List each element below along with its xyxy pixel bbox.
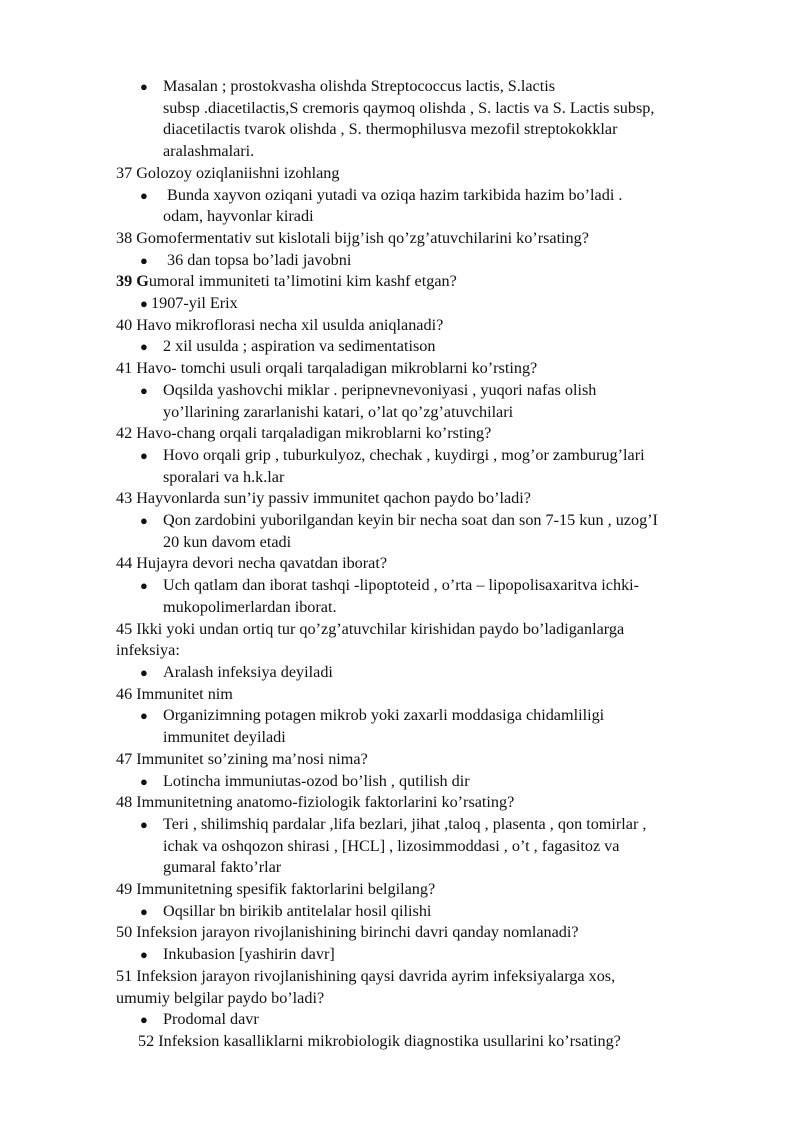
answer-item — [116, 901, 746, 923]
bullet-icon: ● — [140, 947, 148, 963]
bullet-icon: ● — [140, 708, 148, 724]
answer-line: aralashmalari. — [163, 142, 255, 161]
answer-item — [116, 336, 746, 358]
answer-item — [116, 293, 746, 315]
answer-line: Teri , shilimshiq pardalar ,lifa bezlari, jihat ,taloq , plasenta , qon tomirlar , — [163, 814, 647, 833]
question-51 — [116, 966, 746, 1009]
question-line: infeksiya: — [116, 641, 180, 660]
answer-line: immunitet deyiladi — [163, 728, 286, 747]
bullet-icon: ● — [140, 79, 148, 94]
answer-line: Hovo orqali grip , tuburkulyoz, chechak , kuydirgi , mog’or zamburug’lari — [163, 445, 645, 464]
answer-line: subsp .diacetilactis,S cremoris qaymoq olishda , S. lactis va S. Lactis subsp, — [163, 98, 655, 117]
question-37: 37 Golozoy oziqlaniishni izohlang — [116, 163, 340, 182]
question-line: umumiy belgilar paydo bo’ladi? — [116, 988, 325, 1007]
answer-line: 2 xil usulda ; aspiration va sedimentatison — [163, 337, 436, 356]
answer-item — [116, 380, 746, 423]
question-50: 50 Infeksion jarayon rivojlanishining birinchi davri qanday nomlanadi? — [116, 923, 579, 942]
question-number: 39 G — [116, 272, 149, 291]
answer-line: Oqsilda yashovchi miklar . peripnevnevoniyasi , yuqori nafas olish — [163, 380, 597, 399]
question-42: 42 Havo-chang orqali tarqaladigan mikroblarni ko’rsting? — [116, 424, 492, 443]
answer-line: Inkubasion [yashirin davr] — [163, 945, 335, 964]
question-38: 38 Gomofermentativ sut kislotali bijg’ish qo’zg’atuvchilarini ko’rsating? — [116, 228, 589, 247]
answer-line: ichak va oshqozon shirasi , [HCL] , lizosimmoddasi , o’t , fagasitoz va — [163, 836, 620, 855]
bullet-icon: ● — [140, 513, 148, 529]
question-44: 44 Hujayra devori necha qavatdan iborat? — [116, 554, 388, 573]
bullet-icon: ● — [140, 664, 148, 680]
bullet-icon: ● — [140, 816, 148, 832]
answer-item — [116, 185, 746, 228]
answer-line: Qon zardobini yuborilgandan keyin bir necha soat dan son 7-15 kun , uzog’I — [163, 511, 658, 530]
bullet-icon: ● — [140, 447, 148, 463]
answer-item — [116, 76, 746, 163]
answer-line: Uch qatlam dan iborat tashqi -lipoptoteid , o’rta – lipopolisaxaritva ichki- — [163, 576, 640, 595]
answer-line: 20 kun davom etadi — [163, 532, 292, 551]
answer-item — [116, 1009, 746, 1031]
answer-item — [116, 944, 746, 966]
question-text: umoral immuniteti ta’limotini kim kashf etgan? — [148, 272, 457, 291]
bullet-icon: ● — [140, 578, 148, 594]
answer-line: Lotincha immuniutas-ozod bo’lish , qutilish dir — [163, 771, 470, 790]
answer-line: Aralash infeksiya deyiladi — [163, 662, 333, 681]
bullet-icon: ● — [140, 1012, 148, 1028]
answer-item — [116, 705, 746, 748]
question-47: 47 Immunitet so’zining ma’nosi nima? — [116, 749, 368, 768]
answer-item — [116, 575, 746, 618]
bullet-icon: ● — [140, 903, 148, 919]
answer-line: 36 dan topsa bo’ladi javobni — [163, 250, 352, 269]
question-43: 43 Hayvonlarda sun’iy passiv immunitet qachon paydo bo’ladi? — [116, 489, 531, 508]
question-52: 52 Infeksion kasalliklarni mikrobiologik diagnostika usullarini ko’rsating? — [138, 1031, 621, 1050]
answer-line: mukopolimerlardan iborat. — [163, 597, 337, 616]
bullet-icon: ● — [140, 382, 148, 398]
bullet-icon: ● — [140, 187, 148, 203]
answer-line: Organizimning potagen mikrob yoki zaxarli moddasiga chidamliligi — [163, 706, 605, 725]
question-41: 41 Havo- tomchi usuli orqali tarqaladigan mikroblarni ko’rsting? — [116, 359, 538, 378]
bullet-icon: ● — [140, 773, 148, 789]
question-40: 40 Havo mikroflorasi necha xil usulda aniqlanadi? — [116, 315, 444, 334]
bullet-icon: ● — [140, 252, 148, 268]
answer-item — [116, 771, 746, 793]
question-line: 45 Ikki yoki undan ortiq tur qo’zg’atuvchilar kirishidan paydo bo’ladiganlarga — [116, 619, 625, 638]
answer-item — [116, 445, 746, 488]
answer-line: odam, hayvonlar kiradi — [163, 207, 314, 226]
answer-item — [116, 662, 746, 684]
answer-item — [116, 250, 746, 272]
answer-line: 1907-yil Erix — [151, 294, 238, 313]
question-48: 48 Immunitetning anatomo-fiziologik faktorlarini ko’rsating? — [116, 793, 515, 812]
answer-line: Masalan ; prostokvasha olishda Streptococcus lactis, S.lactis — [163, 77, 556, 95]
answer-line: gumaral fakto’rlar — [163, 858, 282, 877]
question-49: 49 Immunitetning spesifik faktorlarini belgilang? — [116, 880, 436, 899]
document-page — [116, 76, 746, 1053]
answer-line: Bunda xayvon oziqani yutadi va oziqa hazim tarkibida hazim bo’ladi . — [163, 185, 623, 204]
question-39 — [116, 271, 746, 293]
answer-line: sporalari va h.k.lar — [163, 467, 285, 486]
answer-line: yo’llarining zararlanishi katari, o’lat qo’zg’atuvchilari — [163, 402, 514, 421]
bullet-icon: ● — [140, 339, 148, 355]
question-46: 46 Immunitet nim — [116, 684, 233, 703]
answer-line: diacetilactis tvarok olishda , S. thermophilusva mezofil streptokokklar — [163, 120, 618, 139]
answer-line: Prodomal davr — [163, 1010, 259, 1029]
answer-item — [116, 510, 746, 553]
answer-line: Oqsillar bn birikib antitelalar hosil qilishi — [163, 901, 432, 920]
question-line: 51 Infeksion jarayon rivojlanishining qaysi davrida ayrim infeksiyalarga xos, — [116, 966, 616, 985]
bullet-icon: ● — [140, 296, 148, 312]
answer-item — [116, 814, 746, 879]
question-45 — [116, 619, 746, 662]
